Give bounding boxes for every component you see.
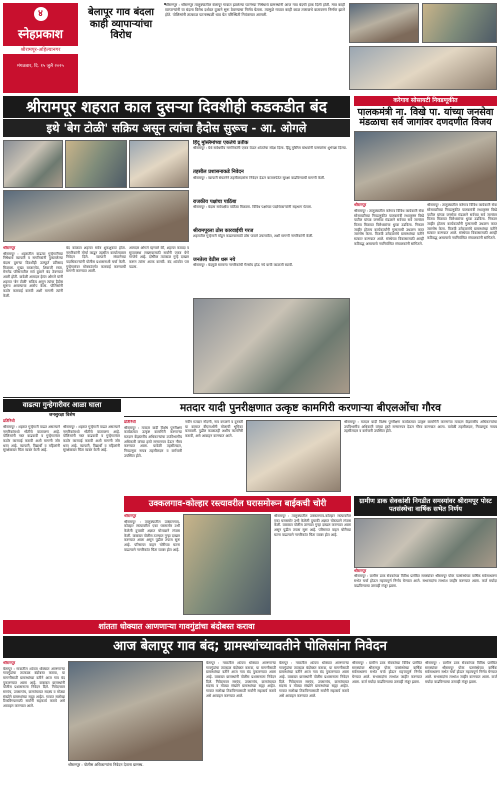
postal-story [354,496,497,634]
right-dateline: श्रीरामपूर [354,202,367,208]
blo-body-3: श्रीरामपूर : मतदार यादी विशेष पुनरीक्षण कार्यक्रमात उत्कृष्ट कामगिरी करणाऱ्या मतदान केंद्रस्तरीय अधिकाऱ्यांचा उपविभागीय अधिकारी यांच्या हस्ते सन्मानपत्र देऊन गौरव करण्यात आला. यावेळी तहसीलदार, निवडणूक नायब तहसीलदार व कर्मचारी उपस्थित होते. [344,420,497,434]
theft-headline: उक्कलगाव-कोल्हार रस्त्यावरील घरासमोरून बाईकची चोरी [124,496,351,512]
mid-news-5-body: श्रीरामपूर : बंदमुळे सामान्य नागरिकांची गैरसोय होऊ नये याची काळजी घ्यावी. [193,263,294,268]
blo-body-2: नवीन मतदार नोंदणी, नाव वगळणे व दुरुस्ती या कामात बीएलओंनी मोलाची भूमिका बजावली. पुढील काळातही अशीच कामगिरी करावी, असे आवाहन करण्यात आले. [185,420,243,439]
mid-news-3 [193,199,350,225]
postal-photo [354,518,497,568]
blo-body-1: श्रीरामपूर : मतदार यादी विशेष पुनरीक्षण कार्यक्रमात उत्कृष्ट कामगिरी करणाऱ्या मतदान केंद्रस्तरीय अधिकाऱ्यांचा उपविभागीय अधिकारी यांच्या हस्ते सन्मानपत्र देऊन गौरव करण्यात आला. यावेळी तहसीलदार, निवडणूक नायब तहसीलदार व कर्मचारी उपस्थित होते. [124,425,182,458]
blo-headline: मतदार यादी पुनरीक्षणात उत्कृष्ट कामगिरी करणाऱ्या बीएलओंचा गौरव [124,399,497,417]
mid-news-5 [193,257,350,283]
mid-news-1 [193,140,350,166]
mid-news-1-body: श्रीरामपूर : येथे सर्वधर्मीय नागरिकांनी एकत्र येऊन शांततेचा संदेश दिला. हिंदू मुस्लिम बांधवांनी परस्परांना शुभेच्छा दिल्या. [193,146,347,151]
bottom-caption: श्रीरामपूर : पोलीस अधिकाऱ्यांना निवेदन देताना ग्रामस्थ. [68,762,144,767]
crime-body-2: श्रीरामपूर : शहरात गुन्हेगारी वाढत असल्याने नागरिकांमध्ये भीतीचे वातावरण आहे. पोलिसांनी गस्त वाढवावी व गुन्हेगारांवर कठोर कारवाई करावी अशी मागणी जोर धरत आहे. व्यापारी, विद्यार्थी व महिलांनी सुरक्षेबाबत चिंता व्यक्त केली आहे. [63,425,120,453]
crime-body-1: श्रीरामपूर : शहरात गुन्हेगारी वाढत असल्याने नागरिकांमध्ये भीतीचे वातावरण आहे. पोलिसांनी गस्त वाढवावी व गुन्हेगारांवर कठोर कारवाई करावी अशी मागणी जोर धरत आहे. व्यापारी, विद्यार्थी व महिलांनी सुरक्षेबाबत चिंता व्यक्त केली आहे. [3,425,60,453]
mid-news-4 [193,228,350,254]
theft-body-1: श्रीरामपूर : तालुक्यातील उक्कलगाव-कोल्हार रस्त्यावरील एका घरासमोर उभी केलेली दुचाकी अज्ञात चोरट्याने लंपास केली. याबाबत पोलीस ठाण्यात गुन्हा दाखल करण्यात आला असून पुढील तपास सुरू आहे. परिसरात वाहन चोरीच्या घटना वाढल्याने नागरिकांत चिंता व्यक्त होत आहे. [124,519,180,552]
masthead-photo-1 [349,3,419,43]
lead-photo-5 [193,298,350,394]
teaser-box [80,3,162,93]
bottom-body-5: श्रीरामपूर : ग्रामीण डाक सेवकांच्या विविध प्रलंबित समस्यांवर श्रीरामपूर पोस्ट पतसंस्थेच्या वार्षिक सर्वसाधारण सभेत चर्चा होऊन महत्त्वपूर्ण निर्णय घेण्यात आले. सभासदांना लाभांश जाहीर करण्यात आला. कर्ज मर्यादा वाढविण्याचा ठरावही मंजूर झाला. [425,661,497,684]
bottom-photo-group [68,661,203,785]
right-body-1: श्रीरामपूर : तालुक्यातील करेगाव विविध कार्यकारी सेवा सोसायटीच्या निवडणुकीत पालकमंत्री राधाकृष्ण विखे पाटील यांच्या जनसेवा मंडळाने सर्वच्या सर्व जागांवर विजय मिळवत विरोधकांचा धुव्वा उडविला. निकाल जाहीर होताच कार्यकर्त्यांनी गुलालाची उधळण करत जल्लोष केला. विजयी उमेदवारांचे ग्रामस्थांच्या वतीने सत्कार करण्यात आले. संस्थेच्या विकासासाठी आम्ही कटिबद्ध असल्याचे नवनिर्वाचित संचालकांनी सांगितले. [354,209,424,246]
lead-body-col-3 [129,246,189,394]
lead-dateline: श्रीरामपूर [3,246,16,250]
mid-news-2-body: श्रीरामपूर : व्यापारी संघटनेने तहसीलदारांना निवेदन देऊन बाजारपेठेत सुरक्षा वाढविण्याची मागणी केली. [193,175,326,180]
lead-photo-3 [129,140,189,188]
postal-body: श्रीरामपूर : ग्रामीण डाक सेवकांच्या विविध प्रलंबित समस्यांवर श्रीरामपूर पोस्ट पतसंस्थेच्या वार्षिक सर्वसाधारण सभेत चर्चा होऊन महत्त्वपूर्ण निर्णय घेण्यात आले. सभासदांना लाभांश जाहीर करण्यात आला. कर्ज मर्यादा वाढविण्याचा ठरावही मंजूर झाला. [354,574,497,588]
theft-photo [183,514,271,615]
lead-body-2: बंद काळात शहरात सर्वत्र शुकशुकाट होता. नागरिकांनी मोर्चा काढून तहसील कार्यालयावर निवेदन दिले. व्यापारी संघटनेच्या पदाधिकाऱ्यांनी पोलीस प्रशासनाशी चर्चा केली. गुन्हेगारांवर मोक्कांतर्गत कारवाई करण्याची मागणी करण्यात आली. [66,246,126,274]
right-photo [354,131,497,201]
lead-photo-2 [65,140,127,188]
lead-headline: श्रीरामपूर शहरात काल दुसऱ्या दिवशीही कडकडीत बंद [3,96,350,118]
right-kicker: करेगाव सोसायटी निवडणूकीत [354,96,497,106]
bottom-body-col-3 [279,661,349,785]
bottom-body-4: श्रीरामपूर : ग्रामीण डाक सेवकांच्या विविध प्रलंबित समस्यांवर श्रीरामपूर पोस्ट पतसंस्थेच्या वार्षिक सर्वसाधारण सभेत चर्चा होऊन महत्त्वपूर्ण निर्णय घेण्यात आले. सभासदांना लाभांश जाहीर करण्यात आला. कर्ज मर्यादा वाढविण्याचा ठरावही मंजूर झाला. [352,661,422,684]
masthead [3,3,78,93]
lead-body-3: आमदार ओगले म्हणाले की, शहरात कायदा व सुव्यवस्था राखण्यासाठी सर्वांनी एकत्र येणे गरजेचे आहे. दोषींवर तात्काळ गुन्हे दाखल करून त्यांना अटक करावी. बंद शांततेत पार पडला. [129,246,189,269]
teaser-headline: बेलापूर गाव बंदला काही व्यापाऱ्यांचा विरोध [88,7,154,41]
bottom-photo [68,661,203,761]
right-column-story [354,96,497,434]
issue-date: मंगळवार, दि. १५ जुलै २०२५ [17,64,64,70]
blo-dateline: प्रतिनिधी [124,420,136,424]
lead-photo-4 [3,190,189,242]
issue-number: ४ [34,7,48,21]
theft-body-2: श्रीरामपूर : तालुक्यातील उक्कलगाव-कोल्हार रस्त्यावरील एका घरासमोर उभी केलेली दुचाकी अज्ञात चोरट्याने लंपास केली. याबाबत पोलीस ठाण्यात गुन्हा दाखल करण्यात आला असून पुढील तपास सुरू आहे. परिसरात वाहन चोरीच्या घटना वाढल्याने नागरिकांत चिंता व्यक्त होत आहे. [274,514,351,537]
newspaper-name: स्नेहप्रकाश [18,27,63,41]
theft-story [124,514,351,617]
lead-body-1: श्रीरामपूर : शहरातील वाढत्या गुन्हेगारीच्या निषेधार्थ व्यापारी व नागरिकांनी पुकारलेल्या बंदला दुसऱ्या दिवशीही उत्स्फूर्त प्रतिसाद मिळाला. मुख्य बाजारपेठ, शिवाजी रस्ता, मेनरोड परिसरातील सर्व दुकाने बंद ठेवण्यात आली होती. यावेळी आमदार हेमंत ओगले यांनी शहरात 'बेग टोळी' सक्रिय असून त्यांचा हैदोस सुरूच असल्याचा आरोप केला. पोलिसांनी कठोर कारवाई करावी अशी मागणी त्यांनी केली. [3,251,63,298]
mid-news-2 [193,169,350,195]
bottom-banner: शांतता धोक्यात आणणाऱ्या गावगुंडांचा बंदोबस्त करावा [3,620,350,634]
lead-body-col-2 [66,246,126,394]
postal-headline: ग्रामीण डाक सेवकांशी निगडीत समस्यांवर श्रीरामपूर पोस्ट पतसंस्थेचा वार्षिक सभेत निर्णय [354,496,497,516]
theft-dateline: श्रीरामपूर [124,514,137,518]
mid-news-4-title: श्रीरामपूरला ठोस कारवाईची गरज [193,227,254,234]
lead-subhead: इथे 'बेग टोळी' सक्रिय असून त्यांचा हैदोस सुरूच - आ. ओगले [3,119,350,137]
postal-dateline: श्रीरामपूर [354,567,367,573]
bottom-body-col-2 [206,661,276,785]
bottom-body-1: बेलापूर : गावातील शांतता धोक्यात आणणाऱ्या गावगुंडांचा तात्काळ बंदोबस्त करावा, या मागणीसाठी ग्रामस्थांच्या वतीने आज गाव बंद पुकारण्यात आला आहे. याबाबत ग्रामस्थांनी पोलीस प्रशासनाला निवेदन दिले. निवेदनावर सरपंच, उपसरपंच, ग्रामपंचायत सदस्य व मोठ्या संख्येने ग्रामस्थांच्या सह्या आहेत. गावात सलोखा टिकविण्यासाठी सर्वांनी सहकार्य करावे असे आवाहन करण्यात आले. [3,666,65,709]
mid-news-3-title: राजकीय पक्षांचा पाठिंबा [193,198,237,205]
teaser-body: श्रीरामपूर : श्रीरामपूर तालुक्यातील बेलापूर गावात झालेल्या घटनेच्या निषेधार्थ ग्रामस्थांनी आज गाव बंदची हाक दिली होती. मात्र काही व्यापाऱ्यांनी या बंदला विरोध दर्शवत दुकाने सुरू ठेवण्याचा निर्णय घेतला. त्यामुळे गावात काही काळ तणावाचे वातावरण निर्माण झाले होते. पोलिसांनी तात्काळ घटनास्थळी धाव घेत परिस्थिती नियंत्रणात आणली. [165,3,345,17]
blo-photo [246,420,341,492]
masthead-photo-2 [422,3,497,43]
mid-news-4-body: शहरातील गुन्हेगारी मोडून काढण्यासाठी ठोस पावले उचलावीत, अशी मागणी नागरिकांनी केली. [193,234,314,238]
right-headline: पालकमंत्री ना. विखे पा. यांच्या जनसेवा मंडळाचा सर्व जागांवर दणदणीत विजय [357,106,494,129]
mid-news-2-title: तहसील प्रशासनाकडे निवेदन [193,169,244,176]
crime-story [3,399,121,617]
crime-kicker-sub: जनसुरक्षा विशेष [48,412,75,418]
lead-body-col-1 [3,246,63,394]
bottom-body-col-4 [352,661,422,785]
teaser-article [165,3,345,93]
crime-kicker: वाढत्या गुन्हेगारीवर आळा घाला [3,399,121,412]
right-body-2: श्रीरामपूर : तालुक्यातील करेगाव विविध कार्यकारी सेवा सोसायटीच्या निवडणुकीत पालकमंत्री राधाकृष्ण विखे पाटील यांच्या जनसेवा मंडळाने सर्वच्या सर्व जागांवर विजय मिळवत विरोधकांचा धुव्वा उडविला. निकाल जाहीर होताच कार्यकर्त्यांनी गुलालाची उधळण करत जल्लोष केला. विजयी उमेदवारांचे ग्रामस्थांच्या वतीने सत्कार करण्यात आले. संस्थेच्या विकासासाठी आम्ही कटिबद्ध असल्याचे नवनिर्वाचित संचालकांनी सांगितले. [427,203,497,241]
blo-story-right [344,420,497,492]
bottom-dateline: श्रीरामपूर [3,661,16,665]
mid-news-column [193,140,350,295]
bottom-body-3: बेलापूर : गावातील शांतता धोक्यात आणणाऱ्या गावगुंडांचा तात्काळ बंदोबस्त करावा, या मागणीसाठी ग्रामस्थांच्या वतीने आज गाव बंद पुकारण्यात आला आहे. याबाबत ग्रामस्थांनी पोलीस प्रशासनाला निवेदन दिले. निवेदनावर सरपंच, उपसरपंच, ग्रामपंचायत सदस्य व मोठ्या संख्येने ग्रामस्थांच्या सह्या आहेत. गावात सलोखा टिकविण्यासाठी सर्वांनी सहकार्य करावे असे आवाहन करण्यात आले. [279,661,349,698]
blo-story-mid [185,420,243,492]
mid-news-5-title: जनतेला वेठीस धरू नये [193,257,236,263]
mid-news-1-title: हिंदू मुस्लिमांच्या एकतेचे प्रतीक [193,140,249,146]
blo-story-left [124,420,182,492]
bottom-body-col-1 [3,661,65,785]
bottom-body-col-5 [425,661,497,785]
bottom-headline: आज बेलापूर गाव बंद; ग्रामस्थांच्यावतीने पोलिसांना निवेदन [3,636,497,658]
newspaper-tagline: श्रीरामपूर-अहिल्यानगर [3,46,78,54]
bottom-body-2: बेलापूर : गावातील शांतता धोक्यात आणणाऱ्या गावगुंडांचा तात्काळ बंदोबस्त करावा, या मागणीसाठी ग्रामस्थांच्या वतीने आज गाव बंद पुकारण्यात आला आहे. याबाबत ग्रामस्थांनी पोलीस प्रशासनाला निवेदन दिले. निवेदनावर सरपंच, उपसरपंच, ग्रामपंचायत सदस्य व मोठ्या संख्येने ग्रामस्थांच्या सह्या आहेत. गावात सलोखा टिकविण्यासाठी सर्वांनी सहकार्य करावे असे आवाहन करण्यात आले. [206,661,276,698]
lead-photo-1 [3,140,63,188]
mid-news-3-body: श्रीरामपूर : बंदला सर्वपक्षीय पाठिंबा मिळाला. विविध पक्षांच्या पदाधिकाऱ्यांनी सहभाग घेतला. [193,204,313,209]
masthead-photo-3 [349,46,497,90]
crime-dateline: प्रतिनिधी [3,418,15,424]
